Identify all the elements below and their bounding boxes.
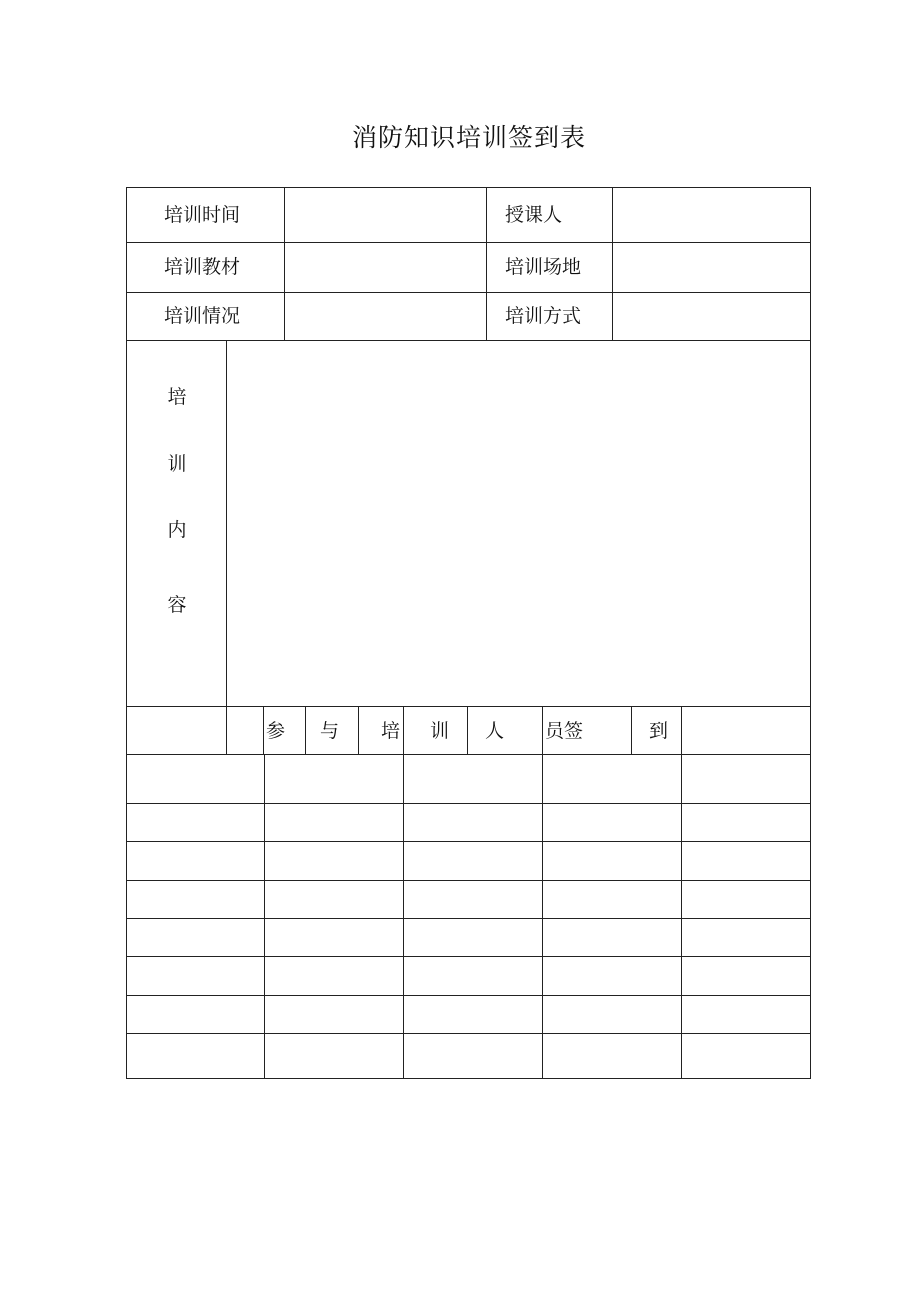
instructor-label: 授课人 bbox=[505, 204, 563, 226]
signin-cell[interactable] bbox=[687, 809, 804, 835]
training-time-label: 培训时间 bbox=[164, 204, 241, 226]
signin-cell[interactable] bbox=[409, 924, 536, 950]
signin-header-divider bbox=[467, 706, 468, 755]
signin-header-divider bbox=[305, 706, 306, 755]
signin-header-divider bbox=[226, 706, 227, 755]
signin-cell[interactable] bbox=[548, 886, 675, 912]
page-title: 消防知识培训签到表 bbox=[351, 123, 586, 152]
signin-cell[interactable] bbox=[270, 760, 397, 797]
info-section-bottom bbox=[126, 340, 811, 341]
signin-header-divider bbox=[681, 706, 682, 755]
signin-cell[interactable] bbox=[132, 1001, 258, 1027]
table-border-right bbox=[810, 187, 811, 1079]
signin-cell[interactable] bbox=[270, 924, 397, 950]
signin-header-char: 培 bbox=[381, 720, 401, 742]
signin-cell[interactable] bbox=[270, 962, 397, 989]
content-label-divider bbox=[226, 340, 227, 706]
info-col-divider bbox=[284, 187, 285, 341]
signin-cell[interactable] bbox=[409, 1001, 536, 1027]
signin-cell[interactable] bbox=[409, 1039, 536, 1072]
signin-row-divider bbox=[126, 841, 811, 842]
signin-header-char: 到 bbox=[649, 720, 669, 742]
signin-header-char: 训 bbox=[430, 720, 450, 742]
signin-header-char: 人 bbox=[485, 720, 505, 742]
signin-cell[interactable] bbox=[409, 809, 536, 835]
signin-row-divider bbox=[126, 803, 811, 804]
signin-cell[interactable] bbox=[548, 809, 675, 835]
signin-cell[interactable] bbox=[132, 962, 258, 989]
signin-cell[interactable] bbox=[270, 1039, 397, 1072]
content-section-bottom bbox=[126, 706, 811, 707]
signin-cell[interactable] bbox=[409, 760, 536, 797]
content-label-char: 容 bbox=[167, 594, 187, 616]
signin-cell[interactable] bbox=[548, 924, 675, 950]
signin-cell[interactable] bbox=[548, 1039, 675, 1072]
signin-cell[interactable] bbox=[687, 760, 804, 797]
signin-cell[interactable] bbox=[270, 886, 397, 912]
signin-cell[interactable] bbox=[409, 886, 536, 912]
table-border-top bbox=[126, 187, 811, 188]
info-col-divider bbox=[612, 187, 613, 341]
info-row-divider bbox=[126, 292, 811, 293]
training-venue-label: 培训场地 bbox=[505, 256, 582, 278]
signin-header-divider bbox=[403, 706, 404, 755]
signin-cell[interactable] bbox=[687, 924, 804, 950]
signin-cell[interactable] bbox=[132, 809, 258, 835]
signin-col-divider bbox=[403, 754, 404, 1079]
content-label-char: 训 bbox=[167, 453, 187, 475]
training-materials-label: 培训教材 bbox=[164, 256, 241, 278]
signin-row-divider bbox=[126, 1033, 811, 1034]
signin-row-divider bbox=[126, 995, 811, 996]
signin-cell[interactable] bbox=[270, 847, 397, 874]
signin-row-divider bbox=[126, 918, 811, 919]
signin-header-char: 员签 bbox=[545, 720, 584, 742]
signin-row-divider bbox=[126, 880, 811, 881]
signin-cell[interactable] bbox=[132, 924, 258, 950]
signin-cell[interactable] bbox=[270, 809, 397, 835]
signin-cell[interactable] bbox=[132, 1039, 258, 1072]
signin-cell[interactable] bbox=[132, 886, 258, 912]
signin-header-divider bbox=[263, 706, 264, 755]
signin-cell[interactable] bbox=[409, 847, 536, 874]
signin-cell[interactable] bbox=[548, 1001, 675, 1027]
info-row-divider bbox=[126, 242, 811, 243]
signin-header-char: 参 bbox=[266, 720, 286, 742]
signin-cell[interactable] bbox=[687, 962, 804, 989]
signin-col-divider bbox=[681, 754, 682, 1079]
content-label-char: 培 bbox=[167, 386, 187, 408]
signin-header-divider bbox=[358, 706, 359, 755]
signin-cell[interactable] bbox=[548, 760, 675, 797]
signin-header-bottom bbox=[126, 754, 811, 755]
signin-cell[interactable] bbox=[687, 1039, 804, 1072]
signin-cell[interactable] bbox=[548, 847, 675, 874]
signin-cell[interactable] bbox=[132, 847, 258, 874]
signin-cell[interactable] bbox=[687, 847, 804, 874]
signin-row-divider bbox=[126, 956, 811, 957]
signin-cell[interactable] bbox=[548, 962, 675, 989]
training-status-label: 培训情况 bbox=[164, 305, 241, 327]
signin-col-divider bbox=[264, 754, 265, 1079]
signin-col-divider bbox=[542, 754, 543, 1079]
signin-cell[interactable] bbox=[132, 760, 258, 797]
table-border-bottom bbox=[126, 1078, 811, 1079]
signin-header-divider bbox=[542, 706, 543, 755]
content-label-char: 内 bbox=[167, 519, 187, 541]
table-border-left bbox=[126, 187, 127, 1079]
signin-cell[interactable] bbox=[687, 1001, 804, 1027]
signin-header-divider bbox=[631, 706, 632, 755]
training-method-label: 培训方式 bbox=[505, 305, 582, 327]
signin-cell[interactable] bbox=[270, 1001, 397, 1027]
signin-cell[interactable] bbox=[409, 962, 536, 989]
signin-cell[interactable] bbox=[687, 886, 804, 912]
info-col-divider bbox=[486, 187, 487, 341]
signin-header-char: 与 bbox=[320, 720, 340, 742]
